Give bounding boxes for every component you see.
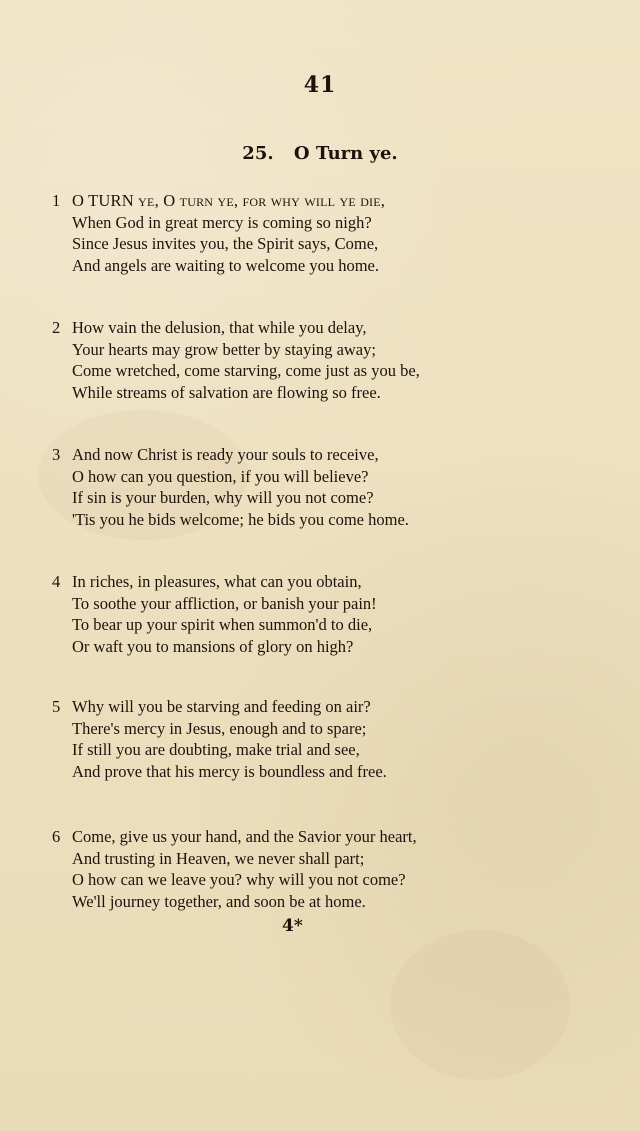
stanza-line xyxy=(52,696,522,718)
stanza-line-text: And trusting in Heaven, we never shall part; xyxy=(72,848,365,868)
stanza-1 xyxy=(52,190,522,277)
stanza-line xyxy=(52,444,522,466)
stanza-line-text: If still you are doubting, make trial and see, xyxy=(72,740,360,760)
stanza-line xyxy=(52,190,522,212)
stanza-line-text: O how can you question, if you will believe? xyxy=(72,466,369,486)
stanza-line xyxy=(52,360,522,382)
stanza-line xyxy=(52,739,522,761)
stanza-line-text: 'Tis you he bids welcome; he bids you come home. xyxy=(72,510,409,530)
stanza-line xyxy=(52,869,522,891)
stanza-line-text: If sin is your burden, why will you not come? xyxy=(72,488,374,508)
stanza-line xyxy=(52,826,522,848)
stanza-line xyxy=(52,571,522,593)
stanza-line-text: While streams of salvation are flowing so free. xyxy=(72,383,381,403)
stanza-number: 2 xyxy=(52,318,61,337)
stanza-line xyxy=(52,718,522,740)
stanza-line-text: Come wretched, come starving, come just as you be, xyxy=(72,361,420,381)
stanza-line xyxy=(52,487,522,509)
stanza-number: 3 xyxy=(52,445,61,464)
stanza-number: 5 xyxy=(52,697,61,716)
stanza-line-text: And now Christ is ready your souls to receive, xyxy=(72,445,379,464)
stanza-line xyxy=(52,339,522,361)
stanza-6 xyxy=(52,826,522,913)
stanza-line-text: How vain the delusion, that while you delay, xyxy=(72,318,367,337)
stanza-line-text: And angels are waiting to welcome you home. xyxy=(72,256,379,276)
stanza-line-text: O TURN ye, O turn ye, for why will ye die, xyxy=(72,191,386,210)
stanza-line-text: We'll journey together, and soon be at home. xyxy=(72,892,366,912)
stanza-line-text: Why will you be starving and feeding on air? xyxy=(72,697,371,716)
stanza-line xyxy=(52,382,522,404)
stanza-line xyxy=(52,317,522,339)
stanza-line-text: O how can we leave you? why will you not come? xyxy=(72,870,406,890)
stanza-number: 1 xyxy=(52,191,61,210)
stanza-line-text: There's mercy in Jesus, enough and to spare; xyxy=(72,718,367,738)
stanza-line-text: To bear up your spirit when summon'd to die, xyxy=(72,615,373,635)
paper-stain xyxy=(390,930,570,1080)
stanza-line xyxy=(52,466,522,488)
hymn-title: O Turn ye. xyxy=(293,143,398,164)
stanza-line xyxy=(52,233,522,255)
stanza-line-text: Since Jesus invites you, the Spirit says, Come, xyxy=(72,234,379,254)
stanza-number: 4 xyxy=(52,572,61,591)
stanza-5 xyxy=(52,696,522,783)
printer-signature-mark: 4* xyxy=(282,916,303,936)
stanza-line-text: Your hearts may grow better by staying away; xyxy=(72,339,376,359)
stanza-line xyxy=(52,891,522,913)
stanza-2 xyxy=(52,317,522,404)
stanza-line xyxy=(52,255,522,277)
stanza-number: 6 xyxy=(52,827,61,846)
stanza-3 xyxy=(52,444,522,531)
hymn-heading xyxy=(0,143,640,164)
stanza-line-text: And prove that his mercy is boundless and free. xyxy=(72,762,387,782)
stanza-line xyxy=(52,636,522,658)
stanza-line xyxy=(52,593,522,615)
stanza-line-text: Or waft you to mansions of glory on high? xyxy=(72,637,354,657)
stanza-line xyxy=(52,848,522,870)
stanza-line xyxy=(52,509,522,531)
stanza-line xyxy=(52,614,522,636)
stanza-line-text: To soothe your affliction, or banish your pain! xyxy=(72,593,377,613)
stanza-line-text: In riches, in pleasures, what can you obtain, xyxy=(72,572,362,591)
page-number: 41 xyxy=(303,72,337,98)
stanza-4 xyxy=(52,571,522,658)
stanza-line xyxy=(52,212,522,234)
hymn-number: 25. xyxy=(242,143,274,164)
stanza-line-text: When God in great mercy is coming so nigh? xyxy=(72,212,372,232)
stanza-line-text: Come, give us your hand, and the Savior your heart, xyxy=(72,827,417,846)
stanza-line xyxy=(52,761,522,783)
